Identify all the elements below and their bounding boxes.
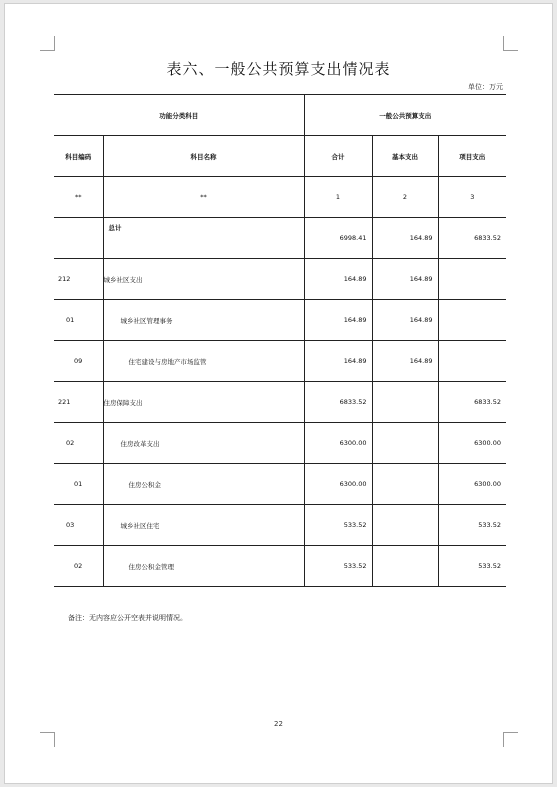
total-project: 6833.52 [438, 218, 506, 259]
page-title: 表六、一般公共预算支出情况表 [166, 60, 391, 78]
row-name: 住房保障支出 [103, 382, 304, 423]
index-total: 1 [304, 177, 372, 218]
table-row [54, 259, 506, 300]
row-total: 6300.00 [304, 423, 372, 464]
total-row [54, 218, 506, 259]
crop-mark-bottom-left [40, 732, 55, 747]
footnote: 备注：无内容应公开空表并说明情况。 [68, 614, 187, 622]
header-group-row [54, 95, 506, 136]
crop-mark-top-right [503, 36, 518, 51]
row-basic [372, 505, 438, 546]
row-basic: 164.89 [372, 259, 438, 300]
row-basic [372, 546, 438, 587]
row-code: 212 [54, 259, 103, 300]
header-total: 合计 [304, 136, 372, 177]
row-name: 城乡社区住宅 [103, 505, 304, 546]
row-name: 住房改革支出 [103, 423, 304, 464]
row-basic [372, 382, 438, 423]
row-name: 住房公积金 [103, 464, 304, 505]
table-row [54, 382, 506, 423]
row-total: 164.89 [304, 300, 372, 341]
total-name: 总计 [103, 218, 304, 259]
row-basic: 164.89 [372, 341, 438, 382]
row-code: 03 [54, 505, 103, 546]
index-row [54, 177, 506, 218]
row-total: 533.52 [304, 505, 372, 546]
row-code: 02 [54, 546, 103, 587]
header-project: 项目支出 [438, 136, 506, 177]
row-project: 533.52 [438, 505, 506, 546]
crop-mark-bottom-right [503, 732, 518, 747]
row-project: 533.52 [438, 546, 506, 587]
row-name: 住宅建设与房地产市场监管 [103, 341, 304, 382]
crop-mark-top-left [40, 36, 55, 51]
row-name: 城乡社区管理事务 [103, 300, 304, 341]
index-name: ** [103, 177, 304, 218]
row-project: 6300.00 [438, 423, 506, 464]
row-code: 09 [54, 341, 103, 382]
table-row [54, 546, 506, 587]
row-code: 221 [54, 382, 103, 423]
row-project [438, 259, 506, 300]
table-row [54, 464, 506, 505]
total-total: 6998.41 [304, 218, 372, 259]
total-code-cell [54, 218, 103, 259]
table-row [54, 341, 506, 382]
row-total: 6300.00 [304, 464, 372, 505]
index-basic: 2 [372, 177, 438, 218]
row-total: 164.89 [304, 259, 372, 300]
row-name: 城乡社区支出 [103, 259, 304, 300]
row-total: 533.52 [304, 546, 372, 587]
header-general-budget-expenditure: 一般公共预算支出 [304, 95, 506, 136]
header-code: 科目编码 [54, 136, 103, 177]
row-name: 住房公积金管理 [103, 546, 304, 587]
total-basic: 164.89 [372, 218, 438, 259]
row-basic [372, 464, 438, 505]
page-number: 22 [274, 720, 283, 728]
unit-label: 单位：万元 [468, 83, 503, 91]
budget-table [54, 94, 506, 587]
row-code: 02 [54, 423, 103, 464]
header-basic: 基本支出 [372, 136, 438, 177]
row-code: 01 [54, 464, 103, 505]
row-project [438, 341, 506, 382]
row-total: 6833.52 [304, 382, 372, 423]
row-basic: 164.89 [372, 300, 438, 341]
index-project: 3 [438, 177, 506, 218]
header-columns-row [54, 136, 506, 177]
row-code: 01 [54, 300, 103, 341]
table-row [54, 505, 506, 546]
row-basic [372, 423, 438, 464]
row-project: 6300.00 [438, 464, 506, 505]
header-name: 科目名称 [103, 136, 304, 177]
row-project: 6833.52 [438, 382, 506, 423]
header-functional-classification: 功能分类科目 [54, 95, 304, 136]
index-code: ** [54, 177, 103, 218]
row-project [438, 300, 506, 341]
row-total: 164.89 [304, 341, 372, 382]
table-row [54, 423, 506, 464]
table-row [54, 300, 506, 341]
